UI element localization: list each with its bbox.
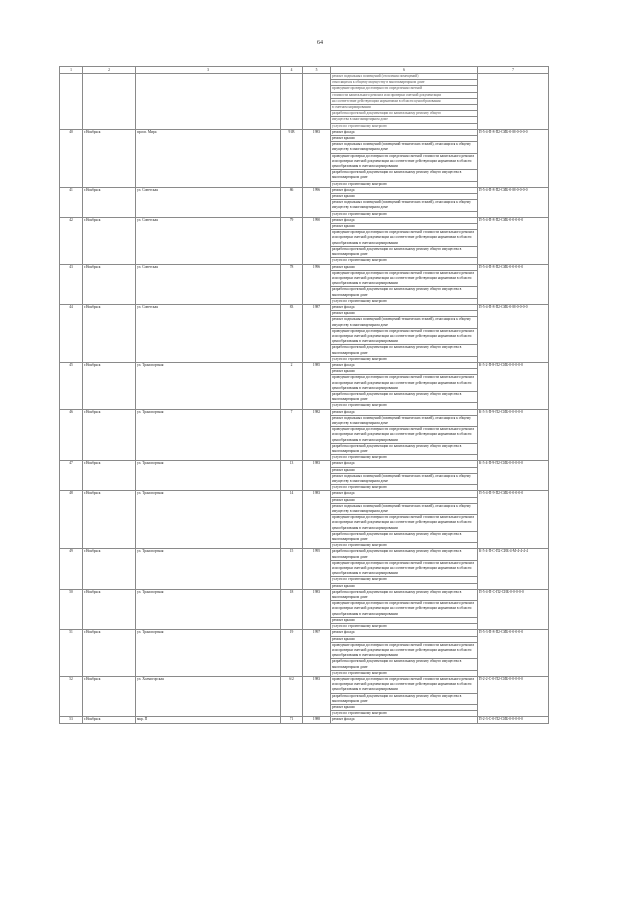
year-cell: 1985	[303, 362, 331, 409]
code-cell: П-5-4-П-С-П2-СИБ-0-0-0-0-0	[478, 589, 549, 629]
row-number-cell: 40	[60, 129, 83, 187]
street-cell: просп. Мира	[136, 129, 281, 187]
work-cell: ремонт фасада	[331, 461, 478, 467]
street-cell: ул. Советская	[136, 264, 281, 304]
year-cell: 1995	[303, 549, 331, 589]
work-cell: разработка проектной документации по капитальному ремонту общего имущества в многоквартирном доме	[331, 345, 478, 356]
work-cell: услуги по строительному контролю	[331, 485, 478, 491]
work-cell: ремонт подвальных помещений (помещений технических этажей), относящихся к общему имуществу в многоквартирном доме	[331, 200, 478, 211]
street-cell: ул. Советская	[136, 187, 281, 217]
work-cell: услуги по строительному контролю	[331, 181, 478, 187]
work-cell: ремонт крыши	[331, 467, 478, 473]
work-cell: проведение проверки достоверности определения сметной стоимости капитального ремонта или проверки сметной документации на соответствие действующим нормативам в области ценообразования в сметном нормировании	[331, 153, 478, 170]
work-cell: услуги по строительному контролю	[331, 258, 478, 264]
work-cell: ремонт крыши	[331, 136, 478, 142]
work-cell: проведение проверки достоверности определения сметной стоимости капитального ремонта или проверки сметной документации на соответствие действующим нормативам в области ценообразования в сметном нормировании	[331, 515, 478, 532]
house-cell: 71	[281, 717, 303, 723]
city-cell: г.Ноябрьск	[83, 409, 136, 461]
work-cell: разработка проектной документации по капитальному ремонту общего имущества в многоквартирном доме	[331, 443, 478, 454]
table-row	[60, 589, 549, 600]
work-cell: разработка проектной документации по капитальному ремонту общего имущества в многоквартирном доме	[331, 659, 478, 670]
work-cell: ремонт подвальных помещений (помещений технических этажей), относящихся к общему имуществу в многоквартирном доме	[331, 415, 478, 426]
header-cell-2: 2	[83, 67, 136, 74]
year-cell: 1996	[303, 187, 331, 217]
year-cell: 1983	[303, 676, 331, 716]
house-cell: 19	[281, 630, 303, 677]
work-cell: ремонт крыши	[331, 617, 478, 623]
work-cell: разработка проектной документации по капитальному ремонту общего имущества в многоквартирном доме	[331, 391, 478, 402]
code-cell: П-5-4-П-8-П2-СИБ-0-0-0-0-0	[478, 264, 549, 304]
work-cell: ремонт крыши	[331, 636, 478, 642]
year-cell: 1982	[303, 409, 331, 461]
code-cell: П-5-4-П-8-П2-СИБ-0-М-0-0-0-0	[478, 187, 549, 217]
year-cell: 1983	[303, 589, 331, 629]
work-cell: услуги по строительному контролю	[331, 543, 478, 549]
house-cell: 15	[281, 549, 303, 589]
work-cell: разработка проектной документации по капитальному ремонту общего имущества в многоквартирном доме	[331, 246, 478, 257]
table-row	[60, 717, 549, 723]
work-cell: услуги по строительному контролю	[331, 123, 478, 129]
work-cell: ремонт крыши	[331, 704, 478, 710]
code-cell: К-5-2-П-8-П2-СИБ-0-0-0-0-0	[478, 362, 549, 409]
work-cell: ремонт фасада	[331, 217, 478, 223]
work-cell: услуги по строительному контролю	[331, 711, 478, 717]
row-number-cell: 48	[60, 491, 83, 549]
work-cell: проведение проверки достоверности определения сметной стоимости капитального ремонта или проверки сметной документации на соответствие действующим нормативам в области ценообразования в сметном нормировании	[331, 427, 478, 444]
work-cell: на соответствие действующим нормативам в области ценообразования	[331, 98, 478, 104]
row-number-cell: 46	[60, 409, 83, 461]
city-cell: г.Ноябрьск	[83, 217, 136, 264]
table-row	[60, 676, 549, 693]
house-cell: 78	[281, 264, 303, 304]
work-cell: ремонт крыши	[331, 583, 478, 589]
work-cell: проведение проверки достоверности определения сметной стоимости капитального ремонта или проверки сметной документации на соответствие действующим нормативам в области ценообразования в сметном нормировании	[331, 642, 478, 659]
work-cell: ремонт фасада	[331, 630, 478, 636]
work-cell: стоимости капитального ремонта или проверки сметной документации	[331, 92, 478, 98]
code-cell: П-5-4-П-8-П2-СИБ-0-0-0-0-0	[478, 217, 549, 264]
house-cell: 14	[281, 491, 303, 549]
empty-cell	[83, 74, 136, 130]
work-cell: имущества в многоквартирном доме	[331, 117, 478, 123]
work-cell: ремонт подвальных помещений (помещений технических этажей), относящихся к общему имуществу в многоквартирном доме	[331, 503, 478, 514]
work-cell: услуги по строительному контролю	[331, 624, 478, 630]
street-cell: ул. Транспортная	[136, 549, 281, 589]
year-cell: 1996	[303, 264, 331, 304]
row-number-cell: 53	[60, 717, 83, 723]
city-cell: г.Ноябрьск	[83, 129, 136, 187]
work-cell: проведение проверки достоверности определения сметной стоимости капитального ремонта или проверки сметной документации на соответствие действующим нормативам в области ценообразования в сметном нормировании	[331, 328, 478, 345]
city-cell: г.Ноябрьск	[83, 630, 136, 677]
city-cell: г.Ноябрьск	[83, 549, 136, 589]
header-cell-7: 7	[478, 67, 549, 74]
house-cell: 79	[281, 217, 303, 264]
work-cell: ремонт фасада	[331, 362, 478, 368]
work-cell: услуги по строительному контролю	[331, 455, 478, 461]
row-number-cell: 42	[60, 217, 83, 264]
code-cell: П-5-4-П-9-П2-СИБ-0-0-0-0-0	[478, 491, 549, 549]
work-cell: разработка проектной документации по капитальному ремонту общего имущества в многоквартирном доме	[331, 549, 478, 560]
year-cell: 1983	[303, 461, 331, 491]
row-number-cell: 50	[60, 589, 83, 629]
work-cell: проведение проверки достоверности определения сметной стоимости капитального ремонта или проверки сметной документации на соответствие действующим нормативам в области ценообразования в сметном нормировании	[331, 375, 478, 392]
row-number-cell: 52	[60, 676, 83, 716]
city-cell: г.Ноябрьск	[83, 589, 136, 629]
house-cell: 86	[281, 187, 303, 217]
header-cell-4: 4	[281, 67, 303, 74]
house-cell: 6/2	[281, 676, 303, 716]
capital-repair-table	[59, 66, 549, 724]
header-cell-6: 6	[331, 67, 478, 74]
house-cell: 83	[281, 304, 303, 362]
street-cell: мкр. П	[136, 717, 281, 723]
header-cell-5: 5	[303, 67, 331, 74]
city-cell: г.Ноябрьск	[83, 491, 136, 549]
work-cell: ремонт подвальных помещений (отопления помещений)	[331, 74, 478, 80]
code-cell: П-2-3-С-0-П2-СИБ-0-0-0-0-0	[478, 717, 549, 723]
city-cell: г.Ноябрьск	[83, 362, 136, 409]
work-cell: услуги по строительному контролю	[331, 298, 478, 304]
street-cell: ул. Транспортная	[136, 461, 281, 491]
table-row	[60, 549, 549, 560]
empty-cell	[136, 74, 281, 130]
year-cell: 1987	[303, 304, 331, 362]
work-cell: разработка проектной документации по капитальному ремонту общего	[331, 111, 478, 117]
row-number-cell: 44	[60, 304, 83, 362]
work-cell: ремонт крыши	[331, 264, 478, 270]
code-cell: К-5-4-П-9-П2-СИБ-0-0-0-0-0	[478, 461, 549, 491]
street-cell: ул. Холмогорская	[136, 676, 281, 716]
row-number-cell: 41	[60, 187, 83, 217]
code-cell: К-5-4-П-С-П2-СИБ-4-М-4-4-4-4	[478, 549, 549, 589]
city-cell: г.Ноябрьск	[83, 264, 136, 304]
code-cell: П-5-4-П-8-П2-СИБ-0-М-0-0-0-0	[478, 304, 549, 362]
code-cell: П-5-3-П-8-П2-СИБ-0-0-0-0-0	[478, 630, 549, 677]
empty-cell	[303, 74, 331, 130]
row-number-cell: 45	[60, 362, 83, 409]
work-cell: проведение проверки достоверности определения сметной стоимости капитального ремонта или проверки сметной документации на соответствие действующим нормативам в области ценообразования в сметном нормировании	[331, 270, 478, 287]
row-number-cell: 51	[60, 630, 83, 677]
work-cell: проведение проверки достоверности определения сметной стоимости капитального ремонта или проверки сметной документации на соответствие действующим нормативам в области ценообразования в сметном нормировании	[331, 230, 478, 247]
row-number-cell: 49	[60, 549, 83, 589]
work-cell: проведение проверки достоверности определения сметной стоимости капитального ремонта или проверки сметной документации на соответствие действующим нормативам в области ценообразования в сметном нормировании	[331, 676, 478, 693]
work-cell: ремонт крыши	[331, 497, 478, 503]
city-cell: г.Ноябрьск	[83, 187, 136, 217]
table-header-row	[60, 67, 549, 74]
row-number-cell: 43	[60, 264, 83, 304]
header-cell-1: 1	[60, 67, 83, 74]
empty-cell	[281, 74, 303, 130]
street-cell: ул. Транспортная	[136, 630, 281, 677]
work-cell: разработка проектной документации по капитальному ремонту общего имущества в многоквартирном доме	[331, 693, 478, 704]
code-cell: П-2-2-С-0-П2-СИБ-0-0-0-0-0	[478, 676, 549, 716]
work-cell: ремонт крыши	[331, 224, 478, 230]
work-cell: ремонт фасада	[331, 304, 478, 310]
house-cell: 13	[281, 461, 303, 491]
work-cell: ремонт фасада	[331, 717, 478, 723]
header-cell-3: 3	[136, 67, 281, 74]
empty-cell	[478, 74, 549, 130]
city-cell: г.Ноябрьск	[83, 717, 136, 723]
work-cell: ремонт крыши	[331, 194, 478, 200]
work-cell: ремонт крыши	[331, 369, 478, 375]
city-cell: г.Ноябрьск	[83, 461, 136, 491]
street-cell: ул. Транспортная	[136, 409, 281, 461]
work-cell: проведение проверки достоверности определения сметной стоимости капитального ремонта или проверки сметной документации на соответствие действующим нормативам в области ценообразования в сметном нормировании	[331, 601, 478, 618]
house-cell: 7	[281, 409, 303, 461]
house-cell: 2	[281, 362, 303, 409]
work-cell: ремонт подвальных помещений (помещений технических этажей), относящихся к общему имуществу в многоквартирном доме	[331, 317, 478, 328]
work-cell: проведение проверки достоверности определения сметной	[331, 86, 478, 92]
work-cell: ремонт фасада	[331, 129, 478, 135]
work-cell: услуги по строительному контролю	[331, 211, 478, 217]
work-cell: разработка проектной документации по капитальному ремонту общего имущества в многоквартирном доме	[331, 287, 478, 298]
work-cell: услуги по строительному контролю	[331, 356, 478, 362]
work-cell: проведение проверки достоверности определения сметной стоимости капитального ремонта или проверки сметной документации на соответствие действующим нормативам в области ценообразования в сметном нормировании	[331, 560, 478, 577]
year-cell: 1997	[303, 630, 331, 677]
street-cell: ул. Транспортная	[136, 589, 281, 629]
city-cell: г.Ноябрьск	[83, 304, 136, 362]
work-cell: относящихся к общему имуществу в многоквартирном доме	[331, 80, 478, 86]
code-cell: К-5-3-П-9-П2-СИБ-0-0-0-0-0	[478, 409, 549, 461]
work-cell: услуги по строительному контролю	[331, 577, 478, 583]
house-cell: 18	[281, 589, 303, 629]
work-cell: ремонт фасада	[331, 491, 478, 497]
work-cell: разработка проектной документации по капитальному ремонту общего имущества в многоквартирном доме	[331, 531, 478, 542]
work-cell: услуги по строительному контролю	[331, 403, 478, 409]
work-cell: ремонт подвальных помещений (помещений технических этажей), относящихся к общему имуществу в многоквартирном доме	[331, 142, 478, 153]
work-cell: разработка проектной документации по капитальному ремонту общего имущества в многоквартирном доме	[331, 589, 478, 600]
work-cell: ремонт подвальных помещений (помещений технических этажей), относящихся к общему имуществу в многоквартирном доме	[331, 473, 478, 484]
year-cell: 1988	[303, 717, 331, 723]
street-cell: ул. Советская	[136, 304, 281, 362]
work-cell: в сметном нормировании	[331, 105, 478, 111]
work-cell: ремонт фасада	[331, 187, 478, 193]
work-cell: ремонт фасада	[331, 409, 478, 415]
house-cell: 91В	[281, 129, 303, 187]
street-cell: ул. Транспортная	[136, 491, 281, 549]
code-cell: П-5-4-П-8-П2-СИБ-0-М-0-0-0-0	[478, 129, 549, 187]
year-cell: 1983	[303, 491, 331, 549]
work-cell: ремонт крыши	[331, 311, 478, 317]
year-cell: 1990	[303, 217, 331, 264]
work-cell: услуги по строительному контролю	[331, 670, 478, 676]
empty-cell	[60, 74, 83, 130]
street-cell: ул. Советская	[136, 217, 281, 264]
row-number-cell: 47	[60, 461, 83, 491]
page-number: 64	[317, 40, 323, 46]
year-cell: 1983	[303, 129, 331, 187]
street-cell: ул. Транспортная	[136, 362, 281, 409]
work-cell: разработка проектной документации по капитальному ремонту общего имущества в многоквартирном доме	[331, 170, 478, 181]
city-cell: г.Ноябрьск	[83, 676, 136, 716]
